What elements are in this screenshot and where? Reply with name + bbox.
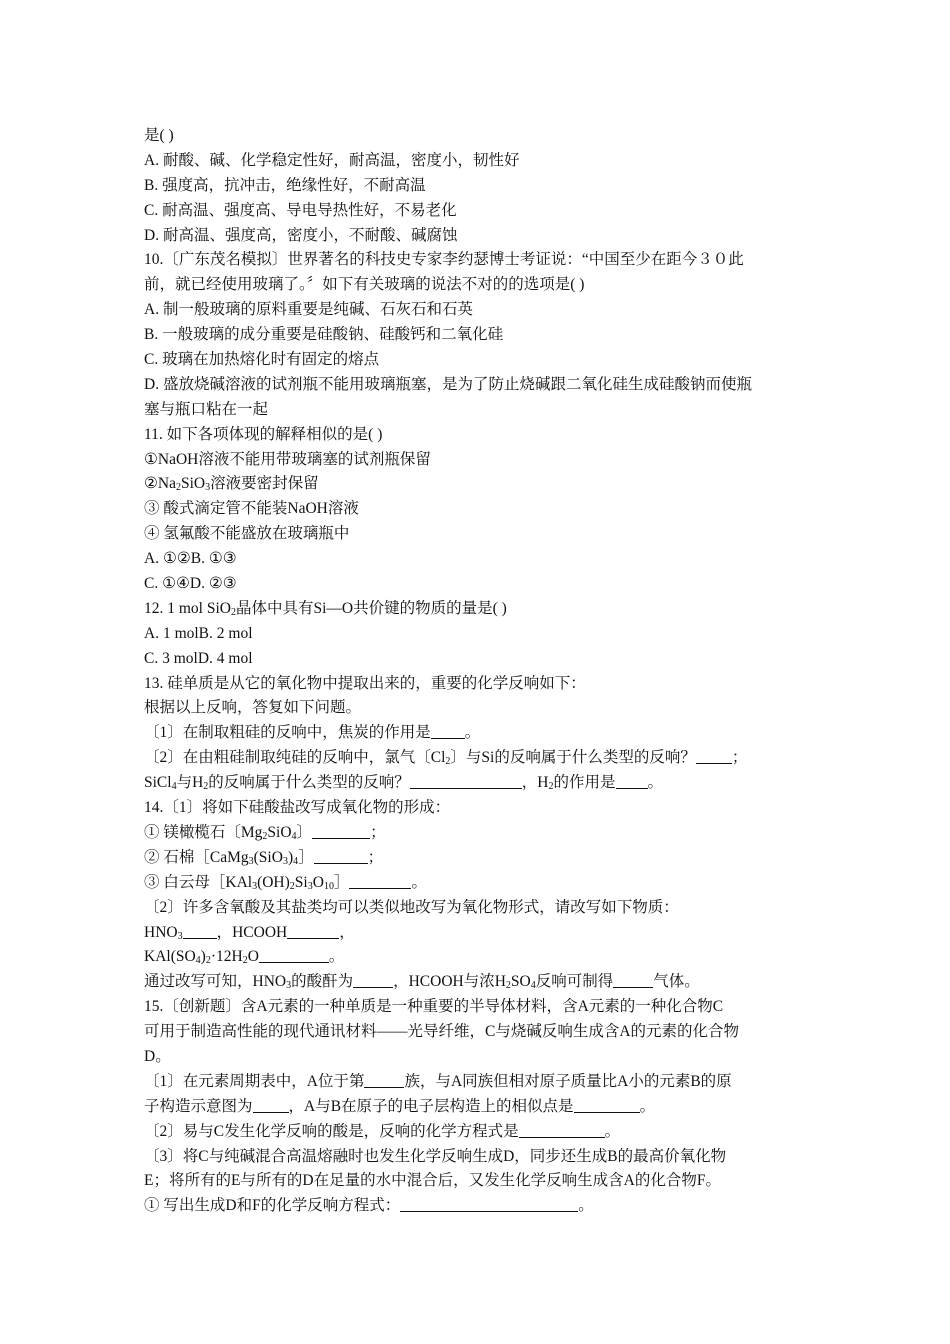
text-segment: ④ 氢氟酸不能盛放在玻璃瓶中 bbox=[144, 525, 350, 543]
text-segment: 〔1〕在制取粗硅的反响中，焦炭的作用是 bbox=[144, 724, 431, 742]
text-segment: A. ①②B. ①③ bbox=[144, 550, 237, 568]
text-line bbox=[144, 821, 812, 846]
text-line bbox=[144, 572, 812, 597]
text-segment: ① 镁橄榄石〔Mg bbox=[144, 823, 263, 841]
text-segment: 。 bbox=[411, 873, 427, 891]
text-line bbox=[144, 871, 812, 896]
text-segment: 14.〔1〕将如下硅酸盐改写成氧化物的形成： bbox=[144, 799, 451, 817]
answer-blank bbox=[616, 772, 648, 789]
subscript: 3 bbox=[282, 855, 288, 867]
text-segment: 的反响属于什么类型的反响？ bbox=[208, 774, 410, 792]
subscript: 10 bbox=[323, 880, 334, 892]
subscript: 2 bbox=[242, 955, 248, 967]
text-segment: ③ 酸式滴定管不能装NaOH溶液 bbox=[144, 500, 359, 518]
text-segment: 。 bbox=[328, 948, 345, 966]
text-segment: 塞与瓶口粘在一起 bbox=[144, 400, 269, 418]
text-segment: 溶液要密封保留 bbox=[210, 475, 319, 493]
text-line bbox=[144, 298, 812, 323]
text-segment: 11. 如下各项体现的解释相似的是( ) bbox=[144, 425, 383, 443]
text-segment: ·12H bbox=[210, 948, 243, 966]
text-segment: 〔2〕在由粗硅制取纯硅的反响中，氯气〔Cl bbox=[144, 749, 446, 767]
text-line bbox=[144, 1120, 812, 1145]
text-line bbox=[144, 622, 812, 647]
text-segment: 前，就已经使用玻璃了。〞如下有关玻璃的说法不对的的选项是( ) bbox=[144, 276, 585, 294]
text-segment: ， bbox=[339, 923, 355, 941]
text-line bbox=[144, 896, 812, 921]
text-line bbox=[144, 1169, 812, 1194]
subscript: 2 bbox=[262, 830, 268, 842]
text-segment: ②Na bbox=[144, 475, 176, 493]
answer-blank bbox=[574, 1096, 640, 1113]
text-segment: 13. 硅单质是从它的氧化物中提取出来的，重要的化学反响如下： bbox=[144, 674, 586, 692]
subscript: 4 bbox=[293, 855, 299, 867]
text-segment: 的作用是 bbox=[553, 774, 616, 792]
text-line bbox=[144, 522, 812, 547]
text-segment: SO bbox=[510, 973, 531, 991]
text-segment: C. ①④D. ②③ bbox=[144, 575, 237, 593]
text-segment: 反响可制得 bbox=[535, 973, 614, 991]
text-line bbox=[144, 273, 812, 298]
answer-blank bbox=[613, 971, 653, 988]
answer-blank bbox=[410, 772, 522, 789]
subscript: 3 bbox=[205, 482, 211, 494]
text-segment: 子构造示意图为 bbox=[144, 1097, 253, 1115]
text-segment: 12. 1 mol SiO bbox=[144, 599, 231, 617]
answer-blank bbox=[364, 1071, 404, 1088]
subscript: 3 bbox=[286, 980, 292, 992]
answer-blank bbox=[314, 847, 368, 864]
text-segment: 10.〔广东茂名模拟〕世界著名的科技史专家李约瑟博士考证说：“中国至少在距今３０此 bbox=[144, 251, 744, 269]
text-line bbox=[144, 497, 812, 522]
subscript: 3 bbox=[307, 880, 313, 892]
text-segment: ］ bbox=[298, 848, 314, 866]
text-line bbox=[144, 921, 812, 946]
answer-blank bbox=[519, 1121, 605, 1138]
text-segment: C. 耐高温、强度高、导电导热性好，不易老化 bbox=[144, 201, 457, 219]
subscript: 4 bbox=[171, 781, 177, 793]
text-segment: ) bbox=[287, 848, 294, 866]
text-segment: SiCl bbox=[144, 774, 172, 792]
text-segment: 的酸酐为 bbox=[291, 973, 354, 991]
subscript: 3 bbox=[248, 855, 254, 867]
text-line bbox=[144, 423, 812, 448]
text-segment: SiO bbox=[267, 823, 292, 841]
text-segment: 〔1〕在元素周期表中，A位于第 bbox=[144, 1072, 365, 1090]
text-segment: KAl(SO bbox=[144, 948, 196, 966]
text-segment: O bbox=[312, 873, 324, 891]
answer-blank bbox=[259, 946, 329, 963]
text-segment: 15.〔创新题〕含A元素的一种单质是一种重要的半导体材料，含A元素的一种化合物C bbox=[144, 998, 724, 1016]
text-line bbox=[144, 472, 812, 497]
text-segment: (SiO bbox=[253, 848, 283, 866]
text-segment: ； bbox=[731, 749, 748, 767]
answer-blank bbox=[312, 822, 370, 839]
subscript: 2 bbox=[548, 781, 554, 793]
text-segment: A. 耐酸、碱、化学稳定性好，耐高温，密度小，韧性好 bbox=[144, 151, 520, 169]
subscript: 3 bbox=[177, 930, 183, 942]
text-segment: ，A与B在原子的电子层构造上的相似点是 bbox=[288, 1097, 574, 1115]
text-line bbox=[144, 124, 812, 149]
text-segment: ① 写出生成D和F的化学反响方程式： bbox=[144, 1197, 401, 1215]
text-segment: 与H bbox=[176, 774, 204, 792]
text-line bbox=[144, 696, 812, 721]
subscript: 3 bbox=[252, 880, 258, 892]
text-segment: (OH) bbox=[257, 873, 290, 891]
text-segment: D。 bbox=[144, 1047, 171, 1065]
text-segment: 可用于制造高性能的现代通讯材料——光导纤维，C与烧碱反响生成含A的元素的化合物 bbox=[144, 1023, 740, 1041]
text-line bbox=[144, 771, 812, 796]
text-segment: 根据以上反响，答复如下问题。 bbox=[144, 699, 362, 717]
text-segment: ，HCOOH与浓H bbox=[393, 973, 506, 991]
subscript: 4 bbox=[291, 830, 297, 842]
subscript: 4 bbox=[195, 955, 201, 967]
answer-blank bbox=[431, 722, 465, 739]
text-line bbox=[144, 746, 812, 771]
subscript: 2 bbox=[205, 955, 211, 967]
text-segment: 族，与A同族但相对原子质量比A小的元素B的原 bbox=[404, 1072, 732, 1090]
text-segment: A. 1 molB. 2 mol bbox=[144, 624, 253, 642]
text-line bbox=[144, 547, 812, 572]
text-segment: ］ bbox=[333, 873, 350, 891]
text-line bbox=[144, 323, 812, 348]
text-segment: ； bbox=[370, 823, 386, 841]
text-line bbox=[144, 398, 812, 423]
text-segment: 〔2〕易与C发生化学反响的酸是，反响的化学方程式是 bbox=[144, 1122, 519, 1140]
text-line bbox=[144, 174, 812, 199]
text-segment: ，H bbox=[521, 774, 549, 792]
subscript: 2 bbox=[445, 756, 451, 768]
text-line bbox=[144, 1095, 812, 1120]
subscript: 4 bbox=[530, 980, 536, 992]
answer-blank bbox=[400, 1195, 578, 1212]
text-segment: ) bbox=[200, 948, 206, 966]
text-line bbox=[144, 348, 812, 373]
text-line bbox=[144, 597, 812, 622]
subscript: 2 bbox=[505, 980, 511, 992]
text-segment: 通过改写可知，HNO bbox=[144, 973, 287, 991]
text-line bbox=[144, 199, 812, 224]
text-segment: B. 强度高，抗冲击，绝缘性好，不耐高温 bbox=[144, 176, 426, 194]
text-line bbox=[144, 672, 812, 697]
subscript: 2 bbox=[289, 880, 295, 892]
text-segment: 。 bbox=[578, 1197, 594, 1215]
text-segment: 。 bbox=[464, 724, 481, 742]
text-line bbox=[144, 647, 812, 672]
text-segment: ② 石棉［CaMg bbox=[144, 848, 249, 866]
subscript: 2 bbox=[175, 482, 181, 494]
text-line bbox=[144, 1194, 812, 1219]
answer-blank bbox=[349, 872, 411, 889]
subscript: 2 bbox=[230, 606, 236, 618]
text-segment: Si bbox=[294, 873, 308, 891]
answer-blank bbox=[253, 1096, 289, 1113]
text-segment: 〕与Si的反响属于什么类型的反响？ bbox=[450, 749, 696, 767]
text-line bbox=[144, 1070, 812, 1095]
text-segment: C. 玻璃在加热熔化时有固定的熔点 bbox=[144, 351, 380, 369]
text-line bbox=[144, 1145, 812, 1170]
answer-blank bbox=[287, 922, 339, 939]
answer-blank bbox=[696, 747, 732, 764]
text-segment: ； bbox=[367, 848, 384, 866]
text-line bbox=[144, 995, 812, 1020]
text-segment: HNO bbox=[144, 923, 178, 941]
text-segment: E；将所有的E与所有的D在足量的水中混合后，又发生化学反响生成含A的化合物F。 bbox=[144, 1172, 721, 1190]
text-segment: D. 盛放烧碱溶液的试剂瓶不能用玻璃瓶塞，是为了防止烧碱跟二氧化硅生成硅酸钠而使瓶 bbox=[144, 375, 752, 393]
answer-blank bbox=[183, 922, 217, 939]
text-line bbox=[144, 1020, 812, 1045]
text-segment: 是( ) bbox=[144, 127, 174, 144]
text-segment: 〕 bbox=[296, 823, 313, 841]
subscript: 2 bbox=[203, 781, 209, 793]
text-segment: ①NaOH溶液不能用带玻璃塞的试剂瓶保留 bbox=[144, 450, 431, 468]
text-segment: D. 耐高温、强度高，密度小，不耐酸、碱腐蚀 bbox=[144, 226, 458, 244]
text-segment: 。 bbox=[647, 774, 664, 792]
answer-blank bbox=[353, 971, 393, 988]
text-segment: 。 bbox=[604, 1122, 621, 1140]
text-line bbox=[144, 448, 812, 473]
text-segment: SiO bbox=[180, 475, 206, 493]
text-segment: 。 bbox=[639, 1097, 656, 1115]
text-segment: O bbox=[247, 948, 259, 966]
text-line bbox=[144, 224, 812, 249]
text-segment: 晶体中具有Si—O共价键的物质的量是( ) bbox=[235, 599, 507, 617]
text-segment: ③ 白云母［KAl bbox=[144, 873, 253, 891]
text-segment: A. 制一般玻璃的原料重要是纯碱、石灰石和石英 bbox=[144, 301, 473, 319]
text-line bbox=[144, 945, 812, 970]
text-line bbox=[144, 721, 812, 746]
text-line bbox=[144, 846, 812, 871]
text-segment: 〔3〕将C与纯碱混合高温熔融时也发生化学反响生成D，同步还生成B的最高价氧化物 bbox=[144, 1147, 727, 1165]
text-line bbox=[144, 970, 812, 995]
text-segment: B. 一般玻璃的成分重要是硅酸钠、硅酸钙和二氧化硅 bbox=[144, 326, 504, 344]
document-page bbox=[144, 124, 812, 1219]
text-segment: 气体。 bbox=[653, 973, 700, 991]
text-line bbox=[144, 248, 812, 273]
text-line bbox=[144, 1045, 812, 1070]
text-segment: C. 3 molD. 4 mol bbox=[144, 649, 253, 667]
text-segment: 〔2〕许多含氧酸及其盐类均可以类似地改写为氧化物形式，请改写如下物质： bbox=[144, 898, 679, 916]
text-line bbox=[144, 373, 812, 398]
text-line bbox=[144, 149, 812, 174]
text-line bbox=[144, 796, 812, 821]
text-segment: ，HCOOH bbox=[216, 923, 288, 941]
